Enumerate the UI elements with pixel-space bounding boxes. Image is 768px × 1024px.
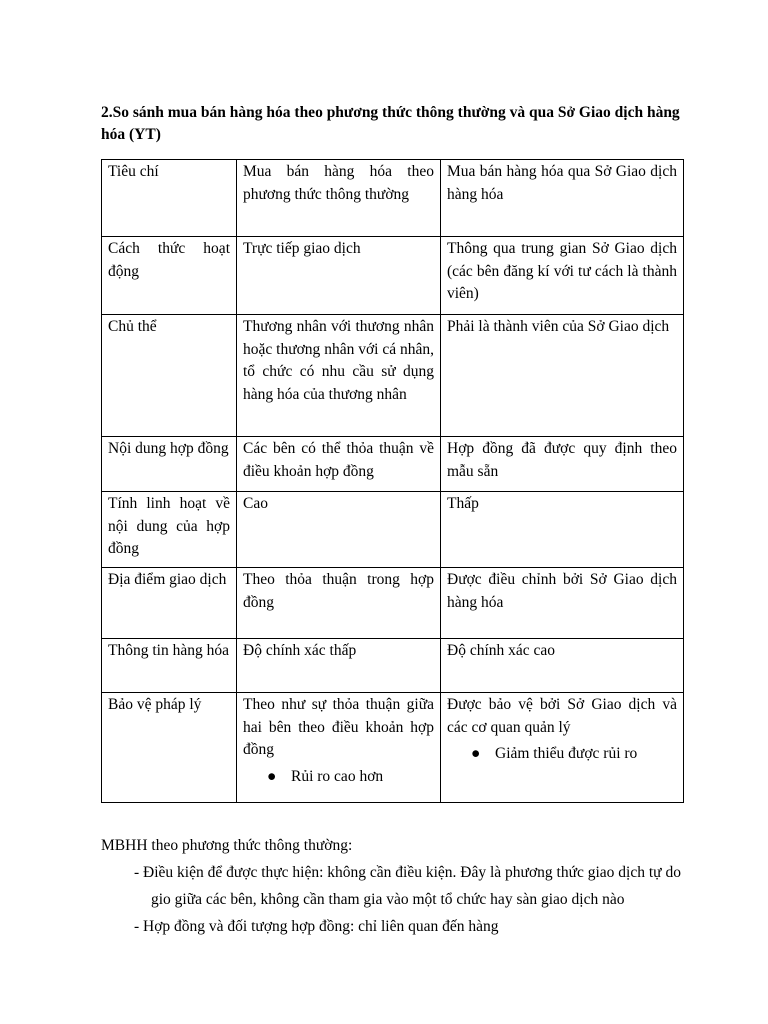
table-cell: Nội dung hợp đồng [102,437,237,492]
comparison-table [101,159,684,803]
notes-section [101,832,701,940]
table-cell: Tính linh hoạt về nội dung của hợp đồng [102,492,237,568]
cell-text: Theo như sự thỏa thuận giữa hai bên theo điều khoản hợp đồng [243,696,434,758]
table-cell: Mua bán hàng hóa theo phương thức thông thường [237,160,441,237]
bullet-text: Rủi ro cao hơn [291,767,384,785]
table-cell [441,693,684,803]
section-heading: 2.So sánh mua bán hàng hóa theo phương thức thông thường và qua Sở Giao dịch hàng hóa (YT) [101,104,680,143]
table-row [102,160,684,237]
table-cell: Thông qua trung gian Sở Giao dịch (các bên đăng kí với tư cách là thành viên) [441,237,684,315]
table-cell: Theo thỏa thuận trong hợp đồng [237,568,441,639]
bullet-text: Giảm thiểu được rủi ro [495,745,638,762]
table-cell [237,693,441,803]
table-row [102,568,684,639]
table-cell: Độ chính xác cao [441,639,684,693]
table-cell: Cao [237,492,441,568]
table-cell: Trực tiếp giao dịch [237,237,441,315]
table-row [102,693,684,803]
table-cell: Bảo vệ pháp lý [102,693,237,803]
table-row [102,237,684,315]
bullet-icon: ● [471,745,481,762]
table-row [102,639,684,693]
bullet-item [447,743,677,766]
table-cell: Thương nhân với thương nhân hoặc thương nhân với cá nhân, tổ chức có nhu cầu sử dụng hàng hóa của thương nhân [237,315,441,437]
table-cell: Mua bán hàng hóa qua Sở Giao dịch hàng hóa [441,160,684,237]
table-cell: Phải là thành viên của Sở Giao dịch [441,315,684,437]
table-cell: Độ chính xác thấp [237,639,441,693]
table-cell: Cách thức hoạt động [102,237,237,315]
bullet-item [243,766,434,789]
cell-text: Được bảo vệ bởi Sở Giao dịch và các cơ quan quản lý [447,696,677,736]
table-cell: Tiêu chí [102,160,237,237]
table-cell: Địa điểm giao dịch [102,568,237,639]
table-cell: Thông tin hàng hóa [102,639,237,693]
table-row [102,492,684,568]
table-cell: Thấp [441,492,684,568]
table-cell: Được điều chỉnh bởi Sở Giao dịch hàng hóa [441,568,684,639]
table-cell: Chủ thể [102,315,237,437]
table-cell: Các bên có thể thỏa thuận về điều khoản hợp đồng [237,437,441,492]
table-cell: Hợp đồng đã được quy định theo mẫu sẵn [441,437,684,492]
table-row [102,315,684,437]
list-item: - Hợp đồng và đối tượng hợp đồng: chỉ liên quan đến hàng [134,918,499,935]
list-item: - Điều kiện để được thực hiện: không cần điều kiện. Đây là phương thức giao dịch tự do gio giữa các bên, không cần tham gia vào một tổ chức hay sàn giao dịch nào [134,864,681,908]
table-row [102,437,684,492]
bullet-icon: ● [267,767,277,785]
notes-intro: MBHH theo phương thức thông thường: [101,837,353,854]
